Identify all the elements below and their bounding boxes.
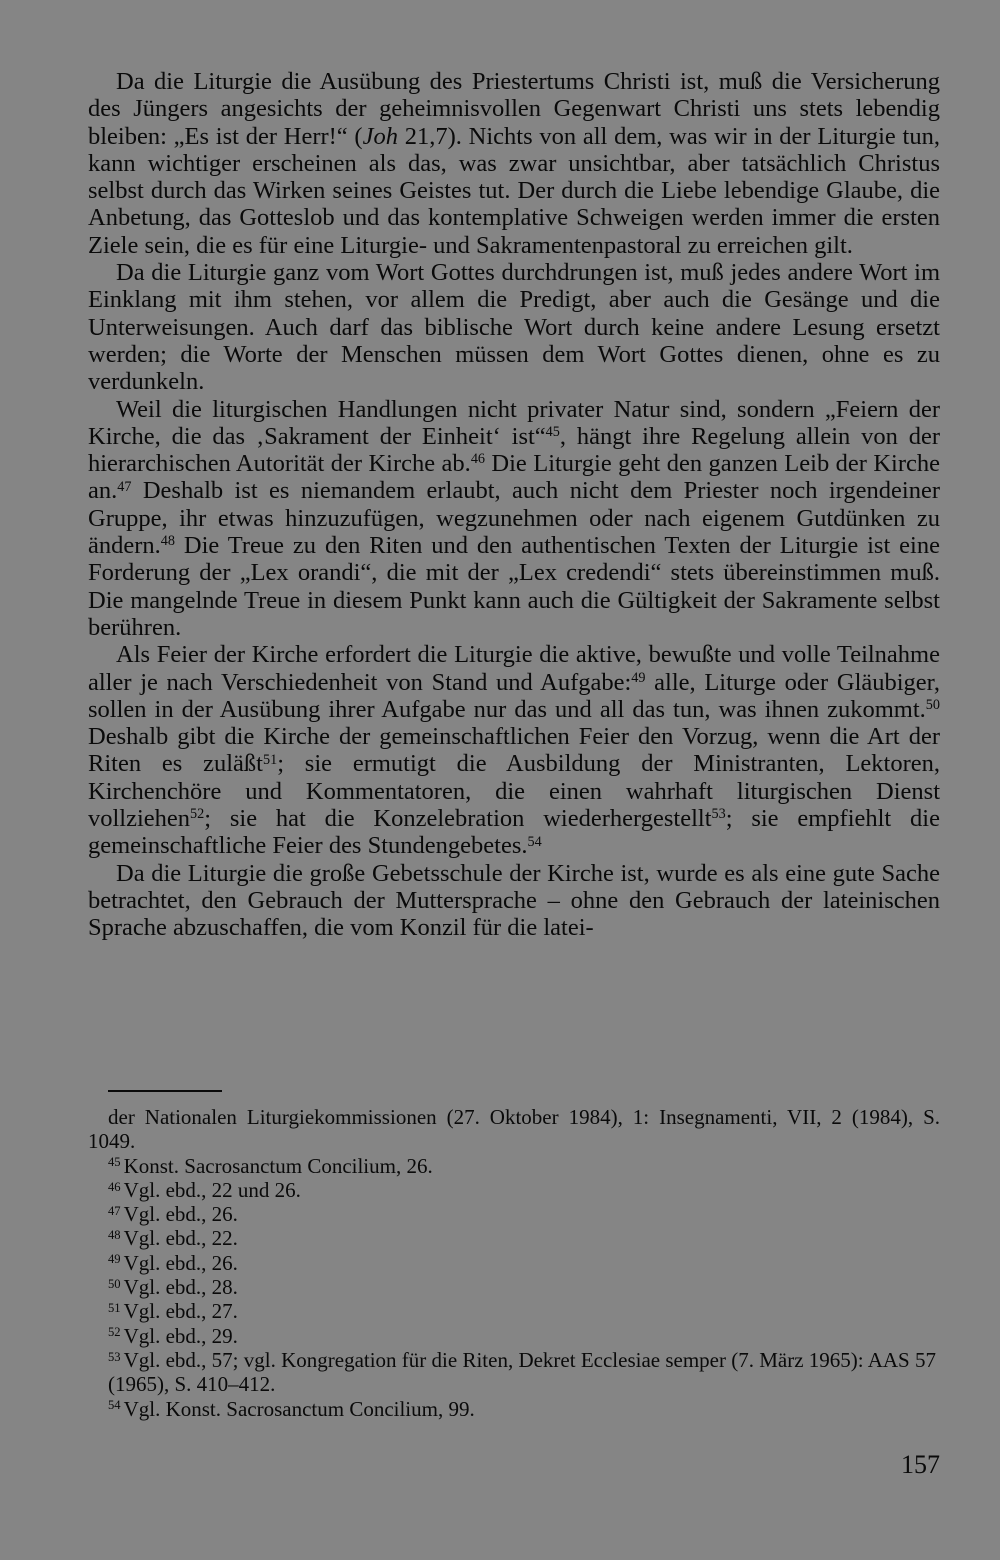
footnote [88,1251,940,1275]
paragraph-text: Als Feier der Kirche erfordert die Liturgie die aktive, bewußte und volle Teilnahme aller je nach Verschiedenheit von Stand und Aufgabe: [88,641,940,696]
footnote-text: Vgl. ebd., 57; vgl. Kongregation für die Riten, Dekret Ecclesiae semper (7. März 1965): AAS 57 (1965), S. 410–412. [108,1347,936,1397]
paragraph-text: Deshalb ist es niemandem erlaubt, auch nicht dem Priester noch irgendeiner Gruppe, ihr etwas hinzuzufügen, wegzunehmen oder nach eigenem Gutdünken zu ändern. [88,477,940,560]
footnote-ref: 46 [470,451,486,468]
paragraph-text: Die Liturgie geht den ganzen Leib der Kirche an. [88,450,940,505]
paragraph-text: Da die Liturgie ganz vom Wort Gottes durchdrungen ist, muß jedes andere Wort im Einklang mit ihm stehen, vor allem die Predigt, aber auch die Gesänge und die Unterweisungen. Auch darf das biblische Wort durch keine andere Lesung ersetzt werden; die Worte der Menschen müssen dem Wort Gottes dienen, ohne es zu verdunkeln. [88,259,940,396]
footnote-text: Vgl. ebd., 26. [123,1250,238,1275]
footnote [88,1226,940,1250]
page-number: 157 [901,1450,940,1479]
footnote-ref: 50 [925,697,940,714]
footnote [88,1275,940,1299]
citation-book: Joh [362,122,398,150]
footnotes [88,1105,940,1421]
footnote-text: Vgl. ebd., 22. [123,1226,238,1251]
paragraph [88,68,940,259]
paragraph-text: ; sie ermutigt die Ausbildung der Ministranten, Lektoren, Kirchenchöre und Kommentatoren, die einen wahrhaft liturgischen Dienst vollziehen [88,750,940,833]
footnote-text: Konst. Sacrosanctum Concilium, 26. [123,1153,433,1178]
page-content [88,68,940,942]
paragraph-text: 21,7). Nichts von all dem, was wir in der Liturgie tun, kann wichtiger erscheinen als das, was zwar unsichtbar, aber tatsächlich Christus selbst durch das Wirken seines Geistes tut. Der durch die Liebe lebendige Glaube, die Anbetung, das Gotteslob und das kontemplative Schweigen werden immer die ersten Ziele sein, die es für eine Liturgie- und Sakramentenpastoral zu erreichen gilt. [88,122,940,259]
footnote-ref: 45 [545,424,560,441]
paragraph-text: , hängt ihre Regelung allein von der hierarchischen Autorität der Kirche ab. [88,422,941,478]
footnote-text: Vgl. ebd., 28. [123,1275,238,1300]
footnote-continuation: der Nationalen Liturgiekommissionen (27. Oktober 1984), 1: Insegnamenti, VII, 2 (1984), S. 1049. [88,1105,940,1154]
footnote-separator [108,1090,222,1092]
footnote-number: 54 [108,1398,121,1413]
footnote-text: Vgl. Konst. Sacrosanctum Concilium, 99. [123,1396,475,1421]
paragraph-text: alle, Liturge oder Gläubiger, sollen in der Ausübung ihrer Aufgabe nur das und all das tun, was ihnen zukommt. [88,668,940,723]
main-text [88,68,940,942]
footnote-ref: 52 [190,806,205,823]
paragraph-text: Die Treue zu den Riten und den authentischen Texten der Liturgie ist eine Forderung der „Lex orandi“, die mit der „Lex credendi“ stets übereinstimmen muß. Die mangelnde Treue in diesem Punkt kann auch die Gültigkeit der Sakramente selbst berühren. [88,532,940,641]
paragraph-text: Da die Liturgie die große Gebetsschule der Kirche ist, wurde es als eine gute Sache betrachtet, den Gebrauch der Muttersprache – ohne den Gebrauch der lateinischen Sprache abzuschaffen, die vom Konzil für die latei- [88,859,940,942]
footnote-list [88,1154,940,1421]
footnote-number: 45 [108,1155,121,1170]
paragraph [88,259,940,395]
footnote-ref: 54 [527,833,542,850]
footnote-text: Vgl. ebd., 29. [123,1323,238,1348]
footnote-ref: 51 [262,751,278,768]
footnote-ref: 48 [160,533,175,550]
footnote [88,1324,940,1348]
paragraph-text: ; sie empfiehlt die gemeinschaftliche Feier des Stundengebetes. [88,805,940,860]
footnote [88,1299,940,1323]
footnote [88,1178,940,1202]
footnote-number: 53 [108,1349,121,1364]
footnote-ref: 49 [631,669,646,686]
footnote [88,1154,940,1178]
paragraph [88,641,940,859]
paragraph-text: Weil die liturgischen Handlungen nicht privater Natur sind, sondern „Feiern der Kirche, die das ‚Sakrament der Einheit‘ ist“ [88,395,940,450]
footnote-ref: 47 [117,478,132,495]
paragraph-text: ; sie hat die Konzelebration wiederhergestellt [204,805,712,833]
footnote [88,1397,940,1421]
footnote-text: Vgl. ebd., 22 und 26. [123,1177,301,1202]
paragraph-text: Da die Liturgie die Ausübung des Priestertums Christi ist, muß die Versicherung des Jüngers angesichts der geheimnisvollen Gegenwart Christi uns stets lebendig bleiben: „Es ist der Herr!“ ( [88,68,940,150]
footnote-number: 46 [108,1179,121,1194]
footnote-number: 47 [108,1203,121,1218]
footnote-number: 48 [108,1228,121,1243]
footnote-number: 51 [108,1301,121,1316]
paragraph-text: Deshalb gibt die Kirche der gemeinschaftlichen Feier den Vorzug, wenn die Art der Riten es zuläßt [88,723,940,778]
footnote-number: 52 [108,1325,121,1340]
paragraph [88,860,940,942]
footnote-number: 49 [108,1252,121,1267]
footnote [88,1348,940,1397]
footnote [88,1202,940,1226]
footnote-text: Vgl. ebd., 26. [123,1202,238,1227]
paragraph [88,396,940,642]
footnote-text: Vgl. ebd., 27. [123,1299,238,1324]
footnote-number: 50 [108,1276,121,1291]
footnote-ref: 53 [711,806,726,823]
